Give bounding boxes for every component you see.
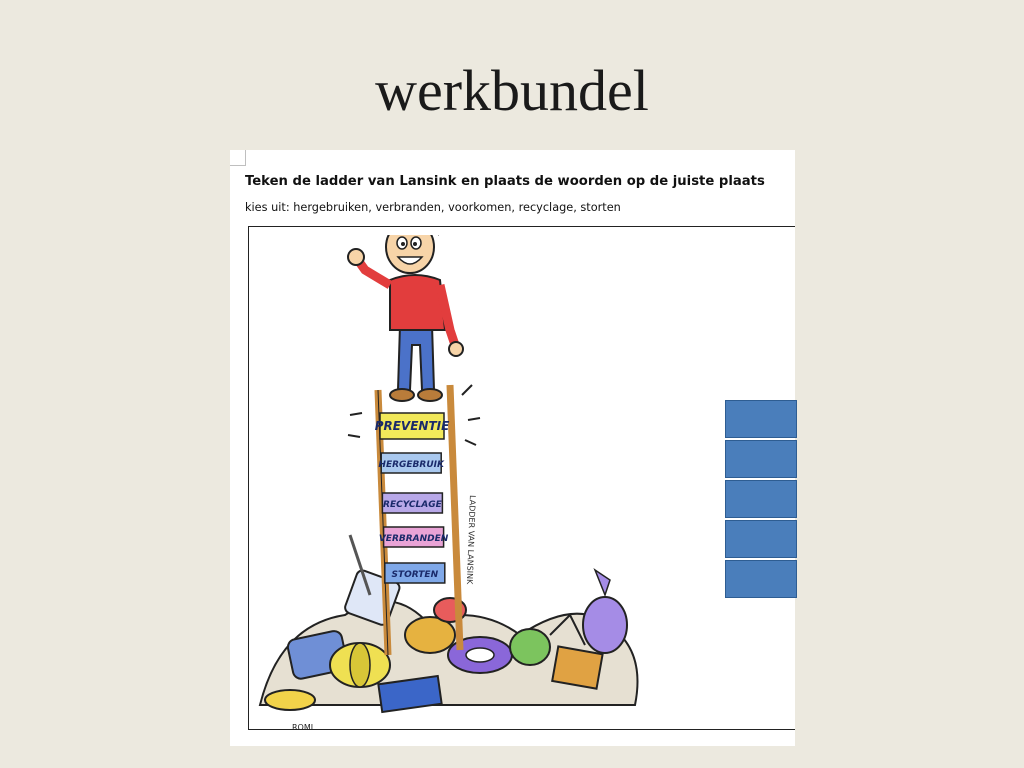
instruction-text: Teken de ladder van Lansink en plaats de woorden op de juiste plaats [245,174,765,189]
answer-stack-cell [725,440,797,478]
ladder-side-text: LADDER VAN LANSINK [464,494,477,585]
answer-stack-cell [725,520,797,558]
ladder-rung-label: PREVENTIE [374,419,450,433]
choices-text: kies uit: hergebruiken, verbranden, voorkomen, recyclage, storten [245,201,621,214]
cartoon-boy [348,235,463,401]
answer-stack-cell [725,560,797,598]
answer-stack-cell [725,400,797,438]
ladder-rung-label: STORTEN [391,570,439,580]
worksheet [230,150,795,746]
artist-signature: ROML [292,723,316,732]
ladder-rung-label: VERBRANDEN [378,534,449,544]
page-corner-marker [230,150,246,166]
garbage-pile [260,535,638,732]
slide-title: werkbundel [375,58,649,123]
ladder-rung-label: HERGEBRUIK [378,460,444,470]
answer-stack-cell [725,480,797,518]
lansink-ladder-illustration [250,235,670,740]
ladder-rung-label: RECYCLAGE [383,500,442,510]
